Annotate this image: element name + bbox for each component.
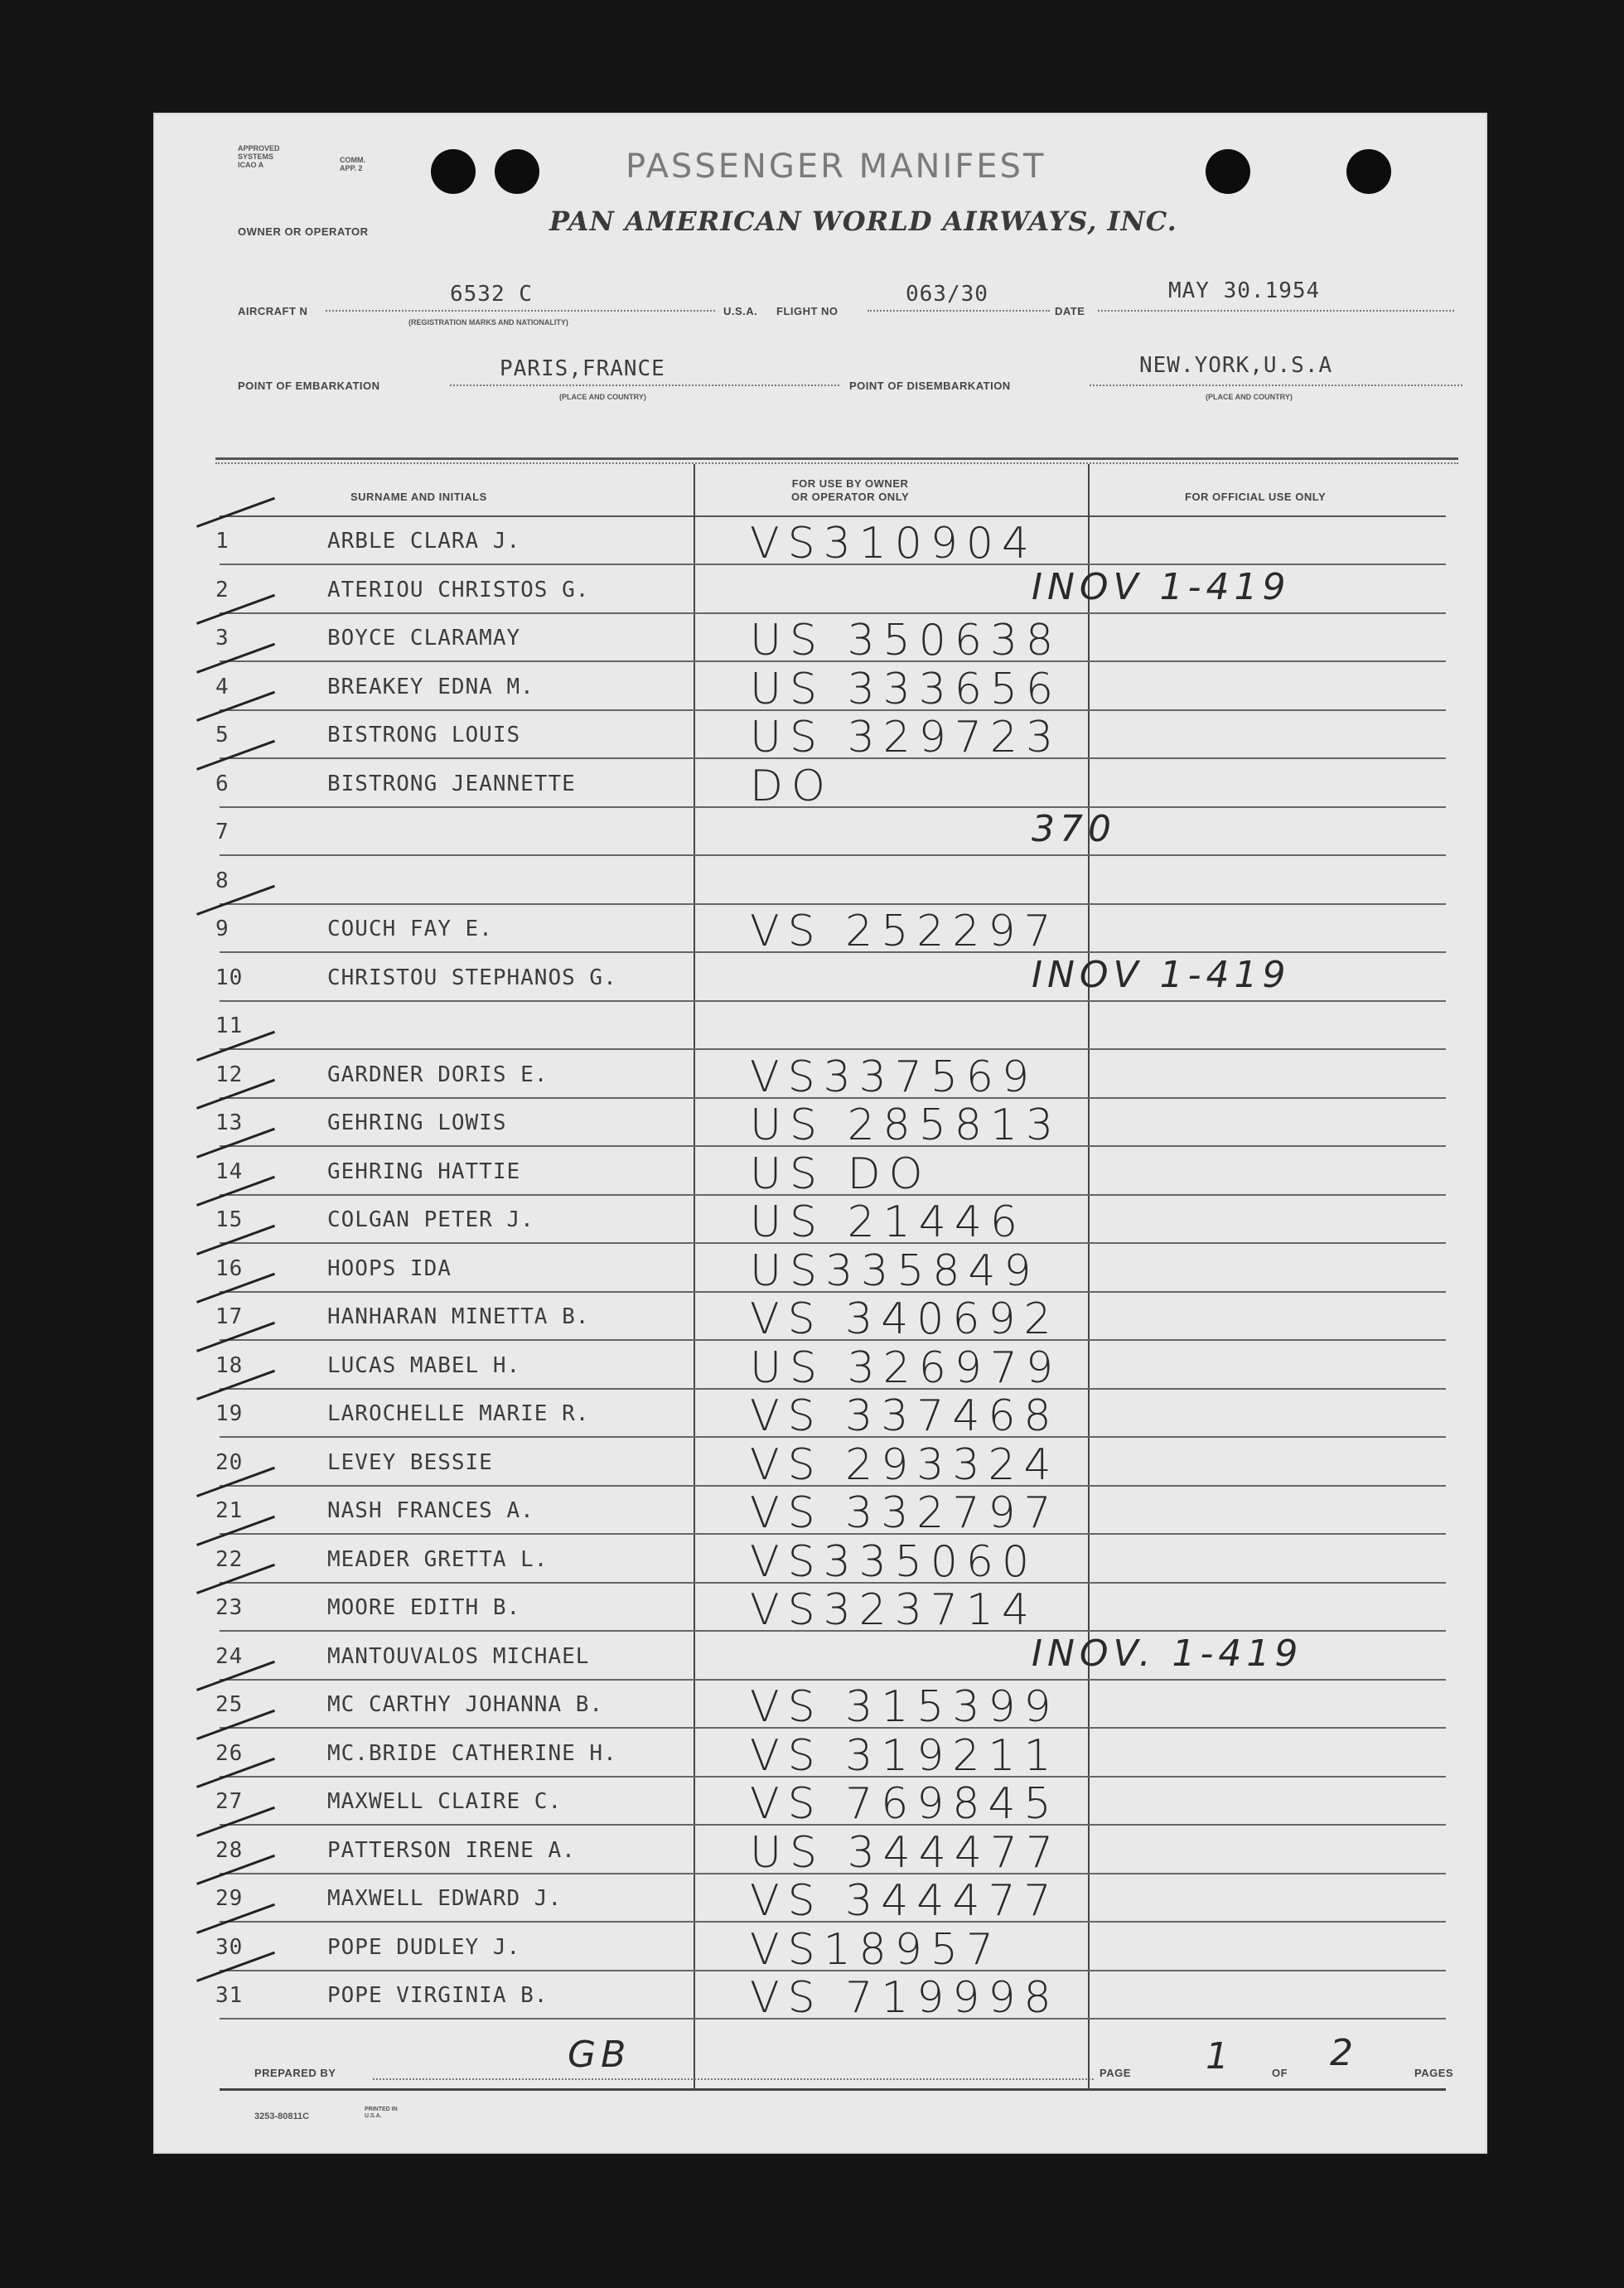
table-row	[153, 711, 1487, 762]
official-note: INOV. 1-419	[1032, 1632, 1303, 1675]
table-row	[153, 954, 1487, 1002]
table-row	[153, 1390, 1487, 1441]
table-row	[153, 614, 1487, 665]
row-number: 28	[215, 1837, 244, 1863]
table-row	[153, 1439, 1487, 1490]
date-value: MAY 30.1954	[1168, 278, 1321, 303]
row-number: 2	[215, 577, 230, 602]
embarkation-label: POINT OF EMBARKATION	[238, 380, 380, 392]
page-title: PASSENGER MANIFEST	[626, 148, 1046, 186]
aircraft-label: AIRCRAFT N	[238, 305, 308, 317]
row-number: 1	[215, 529, 230, 554]
passenger-name: GEHRING LOWIS	[327, 1110, 507, 1135]
passenger-name: CHRISTOU STEPHANOS G.	[327, 965, 617, 990]
of-label: OF	[1272, 2067, 1288, 2079]
passport-number: VS 315399	[750, 1682, 1060, 1732]
passenger-name: MC CARTHY JOHANNA B.	[327, 1692, 604, 1717]
row-number: 18	[215, 1352, 244, 1378]
column-header-official: FOR OFFICIAL USE ONLY	[1185, 491, 1327, 503]
passenger-name: COLGAN PETER J.	[327, 1207, 534, 1232]
official-note: INOV 1-419	[1032, 953, 1291, 996]
flight-label: FLIGHT NO	[776, 305, 839, 317]
table-row	[153, 1633, 1487, 1681]
table-row	[153, 1245, 1487, 1296]
table-row	[153, 663, 1487, 714]
row-number: 25	[215, 1692, 244, 1717]
row-number: 19	[215, 1401, 244, 1426]
passport-number: VS 340692	[750, 1294, 1060, 1344]
row-number: 3	[215, 626, 230, 651]
passport-number: VS 319211	[750, 1730, 1060, 1781]
passport-number: VS337569	[750, 1052, 1038, 1102]
passport-number: DO	[750, 761, 834, 811]
table-row	[153, 1681, 1487, 1732]
row-number: 26	[215, 1740, 244, 1766]
passenger-name: BISTRONG JEANNETTE	[327, 771, 576, 796]
passport-number: VS 252297	[750, 907, 1060, 956]
disembarkation-sublabel: (PLACE AND COUNTRY)	[1206, 393, 1293, 401]
official-note: 370	[1032, 808, 1116, 850]
passport-number: US335849	[750, 1246, 1040, 1296]
passport-number: VS 337468	[750, 1391, 1060, 1441]
passenger-name: GEHRING HATTIE	[327, 1159, 521, 1184]
passenger-name: MAXWELL CLAIRE C.	[327, 1789, 563, 1814]
manifest-sheet	[153, 113, 1487, 2154]
table-row	[153, 808, 1487, 856]
row-number: 20	[215, 1449, 244, 1475]
prepared-by-label: PREPARED BY	[254, 2067, 336, 2079]
table-bottom-rule	[220, 2088, 1446, 2091]
form-number: 3253-80811C	[254, 2111, 310, 2121]
passport-number: VS 769845	[750, 1779, 1060, 1829]
passport-number: US DO	[750, 1149, 931, 1199]
row-number: 14	[215, 1159, 244, 1184]
punch-hole-left-1	[431, 149, 476, 194]
passenger-name: MAXWELL EDWARD J.	[327, 1886, 563, 1911]
row-number: 9	[215, 917, 230, 941]
prepared-by-signature: GB	[568, 2034, 631, 2076]
passport-number: VS 293324	[750, 1439, 1060, 1490]
passenger-name: MANTOUVALOS MICHAEL	[327, 1643, 590, 1669]
official-note: INOV 1-419	[1032, 565, 1291, 608]
pages-label: PAGES	[1414, 2067, 1454, 2079]
page-number: 1	[1206, 2035, 1234, 2078]
row-number: 21	[215, 1498, 244, 1523]
passenger-name: ATERIOU CHRISTOS G.	[327, 577, 590, 602]
table-row	[153, 1487, 1487, 1538]
passenger-name: BREAKEY EDNA M.	[327, 674, 534, 699]
row-number: 23	[215, 1595, 244, 1620]
passport-number: US 344477	[750, 1827, 1062, 1878]
row-number: 4	[215, 674, 230, 699]
row-number: 30	[215, 1934, 244, 1960]
passenger-name: POPE DUDLEY J.	[327, 1934, 521, 1960]
passport-number: US 350638	[750, 616, 1062, 665]
passenger-name: LAROCHELLE MARIE R.	[327, 1401, 590, 1426]
table-row	[153, 566, 1487, 614]
passenger-name: HOOPS IDA	[327, 1255, 452, 1281]
row-number: 15	[215, 1207, 244, 1232]
punch-hole-right-1	[1206, 149, 1250, 194]
passenger-name: ARBLE CLARA J.	[327, 529, 521, 554]
passenger-name: MOORE EDITH B.	[327, 1595, 521, 1620]
passport-number: US 285813	[750, 1100, 1062, 1150]
row-number: 7	[215, 820, 230, 844]
prepared-by-line	[373, 2078, 1094, 2080]
table-row	[153, 1584, 1487, 1635]
passenger-name: BISTRONG LOUIS	[327, 723, 521, 747]
embarkation-line	[450, 385, 839, 386]
row-number: 17	[215, 1304, 244, 1329]
table-row	[153, 1971, 1487, 2023]
table-row	[153, 1826, 1487, 1878]
table-row	[153, 905, 1487, 956]
aircraft-sublabel: (REGISTRATION MARKS AND NATIONALITY)	[408, 318, 568, 327]
passenger-name: BOYCE CLARAMAY	[327, 626, 521, 651]
table-row	[153, 760, 1487, 811]
table-row	[153, 1002, 1487, 1050]
passenger-name: NASH FRANCES A.	[327, 1498, 534, 1523]
passenger-name: LEVEY BESSIE	[327, 1449, 493, 1475]
row-number: 31	[215, 1983, 244, 2008]
passport-number: VS323714	[750, 1585, 1038, 1635]
table-row	[153, 1342, 1487, 1393]
disembarkation-value: NEW.YORK,U.S.A	[1139, 353, 1333, 378]
row-number: 6	[215, 771, 230, 796]
passenger-name: PATTERSON IRENE A.	[327, 1837, 576, 1863]
row-number: 13	[215, 1110, 244, 1135]
flight-value: 063/30	[906, 282, 988, 307]
table-row	[153, 1196, 1487, 1247]
disembarkation-label: POINT OF DISEMBARKATION	[849, 380, 1011, 392]
table-row	[153, 1051, 1487, 1102]
row-number: 10	[215, 965, 244, 990]
punch-hole-right-2	[1346, 149, 1391, 194]
row-number: 8	[215, 868, 230, 893]
table-row	[153, 1148, 1487, 1199]
row-number: 24	[215, 1643, 244, 1669]
row-number: 16	[215, 1255, 244, 1281]
passenger-name: LUCAS MABEL H.	[327, 1352, 521, 1378]
passport-number: VS18957	[750, 1924, 1002, 1975]
operator-name: PAN AMERICAN WORLD AIRWAYS, INC.	[549, 206, 1177, 237]
passenger-name: POPE VIRGINIA B.	[327, 1983, 549, 2008]
passport-number: VS310904	[750, 519, 1038, 568]
passenger-name: HANHARAN MINETTA B.	[327, 1304, 590, 1329]
embarkation-sublabel: (PLACE AND COUNTRY)	[559, 393, 646, 401]
row-number: 22	[215, 1546, 244, 1572]
aircraft-line	[326, 310, 715, 312]
row-rule	[220, 2018, 1446, 2020]
table-top-rule	[215, 457, 1458, 460]
flight-line	[868, 310, 1050, 312]
table-row	[153, 1923, 1487, 1975]
table-row	[153, 1099, 1487, 1150]
punch-hole-left-2	[495, 149, 539, 194]
column-header-owner-use: FOR USE BY OWNER OR OPERATOR ONLY	[791, 477, 910, 503]
passport-number: US 329723	[750, 713, 1062, 762]
table-row	[153, 857, 1487, 905]
passport-number: VS 332797	[750, 1488, 1060, 1538]
passenger-name: GARDNER DORIS E.	[327, 1062, 549, 1087]
approval-block: APPROVED SYSTEMS ICAO A	[238, 144, 280, 169]
passport-number: VS335060	[750, 1536, 1038, 1587]
passport-number: US 333656	[750, 664, 1062, 714]
disembarkation-line	[1090, 385, 1462, 386]
table-top-rule-2	[215, 462, 1458, 464]
row-number: 12	[215, 1062, 244, 1087]
usa-label: U.S.A.	[723, 305, 758, 317]
printed-in: PRINTED IN U.S.A.	[365, 2107, 398, 2119]
check-mark	[196, 497, 285, 554]
passenger-name: COUCH FAY E.	[327, 917, 493, 941]
passport-number: US 21446	[750, 1197, 1027, 1247]
table-row	[153, 1729, 1487, 1781]
passenger-name: MC.BRIDE CATHERINE H.	[327, 1740, 617, 1766]
total-pages: 2	[1330, 2032, 1358, 2074]
table-row	[153, 1874, 1487, 1926]
embarkation-value: PARIS,FRANCE	[500, 356, 665, 381]
approval-block-right: COMM. APP. 2	[340, 156, 365, 172]
passport-number: VS 344477	[750, 1876, 1060, 1926]
row-number: 5	[215, 723, 230, 747]
row-number: 11	[215, 1013, 244, 1038]
table-row	[153, 1293, 1487, 1344]
passenger-name: MEADER GRETTA L.	[327, 1546, 549, 1572]
table-row	[153, 1536, 1487, 1587]
page-label: PAGE	[1100, 2067, 1131, 2079]
passport-number: VS 719998	[750, 1973, 1060, 2023]
passport-number: US 326979	[750, 1342, 1062, 1393]
row-number: 27	[215, 1789, 244, 1814]
table-row	[153, 517, 1487, 568]
owner-label: OWNER OR OPERATOR	[238, 225, 369, 238]
table-row	[153, 1778, 1487, 1829]
date-label: DATE	[1055, 305, 1085, 317]
aircraft-value: 6532 C	[450, 282, 533, 307]
row-number: 29	[215, 1886, 244, 1911]
date-line	[1098, 310, 1454, 312]
column-header-surname: SURNAME AND INITIALS	[350, 491, 487, 503]
